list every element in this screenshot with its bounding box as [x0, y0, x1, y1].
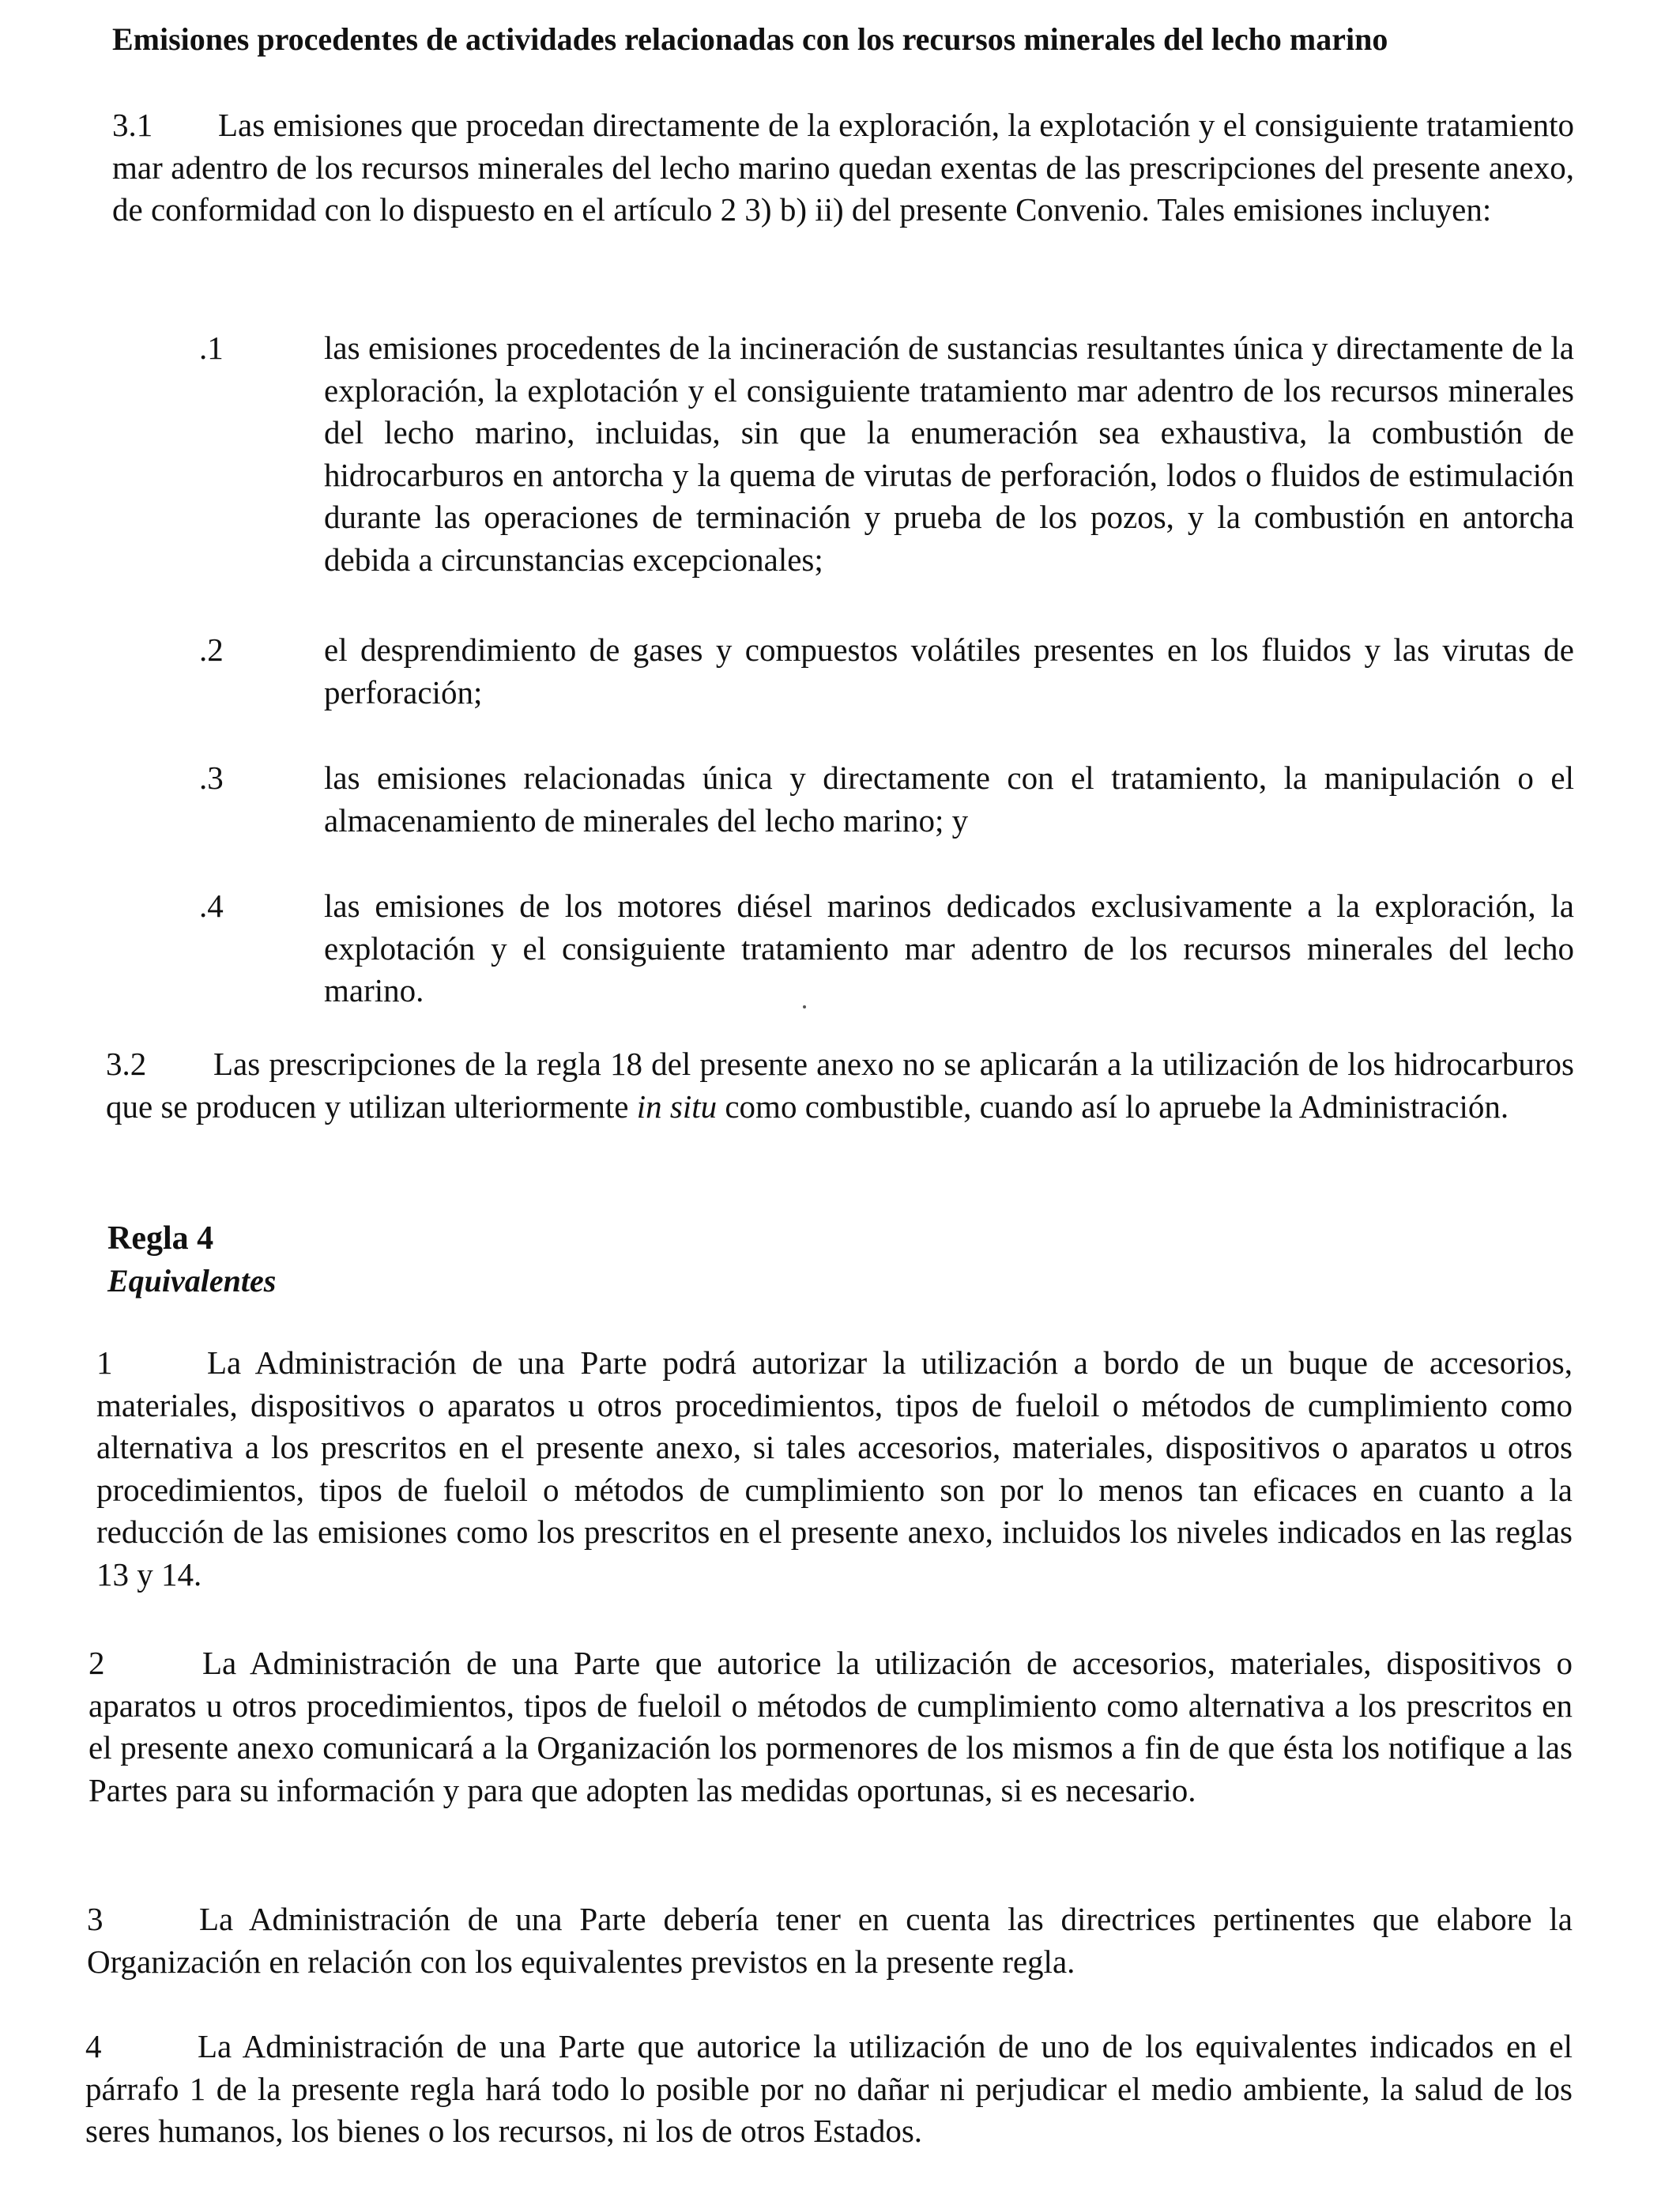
list-item: [199, 757, 1574, 844]
paragraph-1: [96, 1342, 1573, 1596]
scan-speck: [803, 1005, 806, 1008]
paragraph-text: La Administración de una Parte que autorice la utilización de accesorios, materiales, dispositivos o aparatos u otros procedimientos, tipos de fueloil o métodos de cumplimiento como alternativa a los prescritos en el presente anexo comunicará a la Organización los pormenores de los mismos a fin de que ésta los notifique a las Partes para su información y para que adopten las medidas oportunas, si es necesario.: [89, 1645, 1573, 1808]
list-item-number: .2: [199, 631, 224, 668]
paragraph-number: 3.2: [106, 1046, 147, 1082]
list-item: [199, 885, 1574, 1016]
paragraph-text: La Administración de una Parte podrá autorizar la utilización a bordo de un buque de accesorios, materiales, dispositivos o aparatos u otros procedimientos, tipos de fueloil o métodos de cumplimiento como alternativa a los prescritos en el presente anexo, si tales accesorios, materiales, dispositivos o aparatos u otros procedimientos, tipos de fueloil o métodos de cumplimiento son por lo menos tan eficaces en cuanto a la reducción de las emisiones como los prescritos en el presente anexo, incluidos los niveles indicados en las reglas 13 y 14.: [96, 1344, 1573, 1593]
paragraph-4: [85, 2026, 1573, 2153]
list-item-number: .4: [199, 888, 224, 924]
paragraph-number: 3: [87, 1901, 104, 1937]
paragraph-number: 3.1: [112, 107, 153, 143]
paragraph-text: Las emisiones que procedan directamente de la exploración, la explotación y el consiguiente tratamiento mar adentro de los recursos minerales del lecho marino quedan exentas de las prescripciones del presente anexo, de conformidad con lo dispuesto en el artículo 2 3) b) ii) del presente Convenio. Tales emisiones incluyen:: [112, 107, 1574, 228]
paragraph-3-1: [112, 104, 1574, 232]
section-heading: Emisiones procedentes de actividades relacionadas con los recursos minerales del lecho marino: [112, 21, 1388, 57]
list-item-text: el desprendimiento de gases y compuestos volátiles presentes en los fluidos y las virutas de perforación;: [324, 631, 1574, 711]
rule-title: Regla 4: [107, 1220, 214, 1257]
paragraph-text: La Administración de una Parte que autorice la utilización de uno de los equivalentes indicados en el párrafo 1 de la presente regla hará todo lo posible por no dañar ni perjudicar el medio ambiente, la salud de los seres humanos, los bienes o los recursos, ni los de otros Estados.: [85, 2028, 1573, 2149]
list-item-text: las emisiones de los motores diésel marinos dedicados exclusivamente a la exploración, la explotación y el consiguiente tratamiento mar adentro de los recursos minerales del lecho marino.: [324, 888, 1574, 1008]
rule-subtitle: Equivalentes: [107, 1263, 277, 1299]
paragraph-number: 4: [85, 2028, 102, 2064]
paragraph-3: [87, 1898, 1573, 1983]
paragraph-2: [89, 1642, 1573, 1811]
list-item-text: las emisiones procedentes de la incineración de sustancias resultantes única y directamente de la exploración, la explotación y el consiguiente tratamiento mar adentro de los recursos minerales del lecho marino, incluidas, sin que la enumeración sea exhaustiva, la combustión de hidrocarburos en antorcha y la quema de virutas de perforación, lodos o fluidos de estimulación durante las operaciones de terminación y prueba de los pozos, y la combustión en antorcha debida a circunstancias excepcionales;: [324, 330, 1574, 578]
paragraph-number: 2: [89, 1645, 105, 1681]
paragraph-text: Las prescripciones de la regla 18 del presente anexo no se aplicarán a la utilización de los hidrocarburos que se producen y utilizan ulteriormente: [106, 1046, 1574, 1125]
list-item-text: las emisiones relacionadas única y directamente con el tratamiento, la manipulación o el almacenamiento de minerales del lecho marino; y: [324, 760, 1574, 839]
paragraph-text: La Administración de una Parte debería tener en cuenta las directrices pertinentes que elabore la Organización en relación con los equivalentes previstos en la presente regla.: [87, 1901, 1573, 1980]
list-item: [199, 327, 1574, 588]
list-item-number: .1: [199, 330, 224, 366]
list-item: [199, 629, 1574, 716]
paragraph-text-continued: como combustible, cuando así lo apruebe la Administración.: [717, 1088, 1509, 1125]
list-item-number: .3: [199, 760, 224, 796]
paragraph-number: 1: [96, 1344, 113, 1381]
paragraph-3-2: [106, 1043, 1574, 1128]
paragraph-italic-text: in situ: [636, 1088, 718, 1125]
